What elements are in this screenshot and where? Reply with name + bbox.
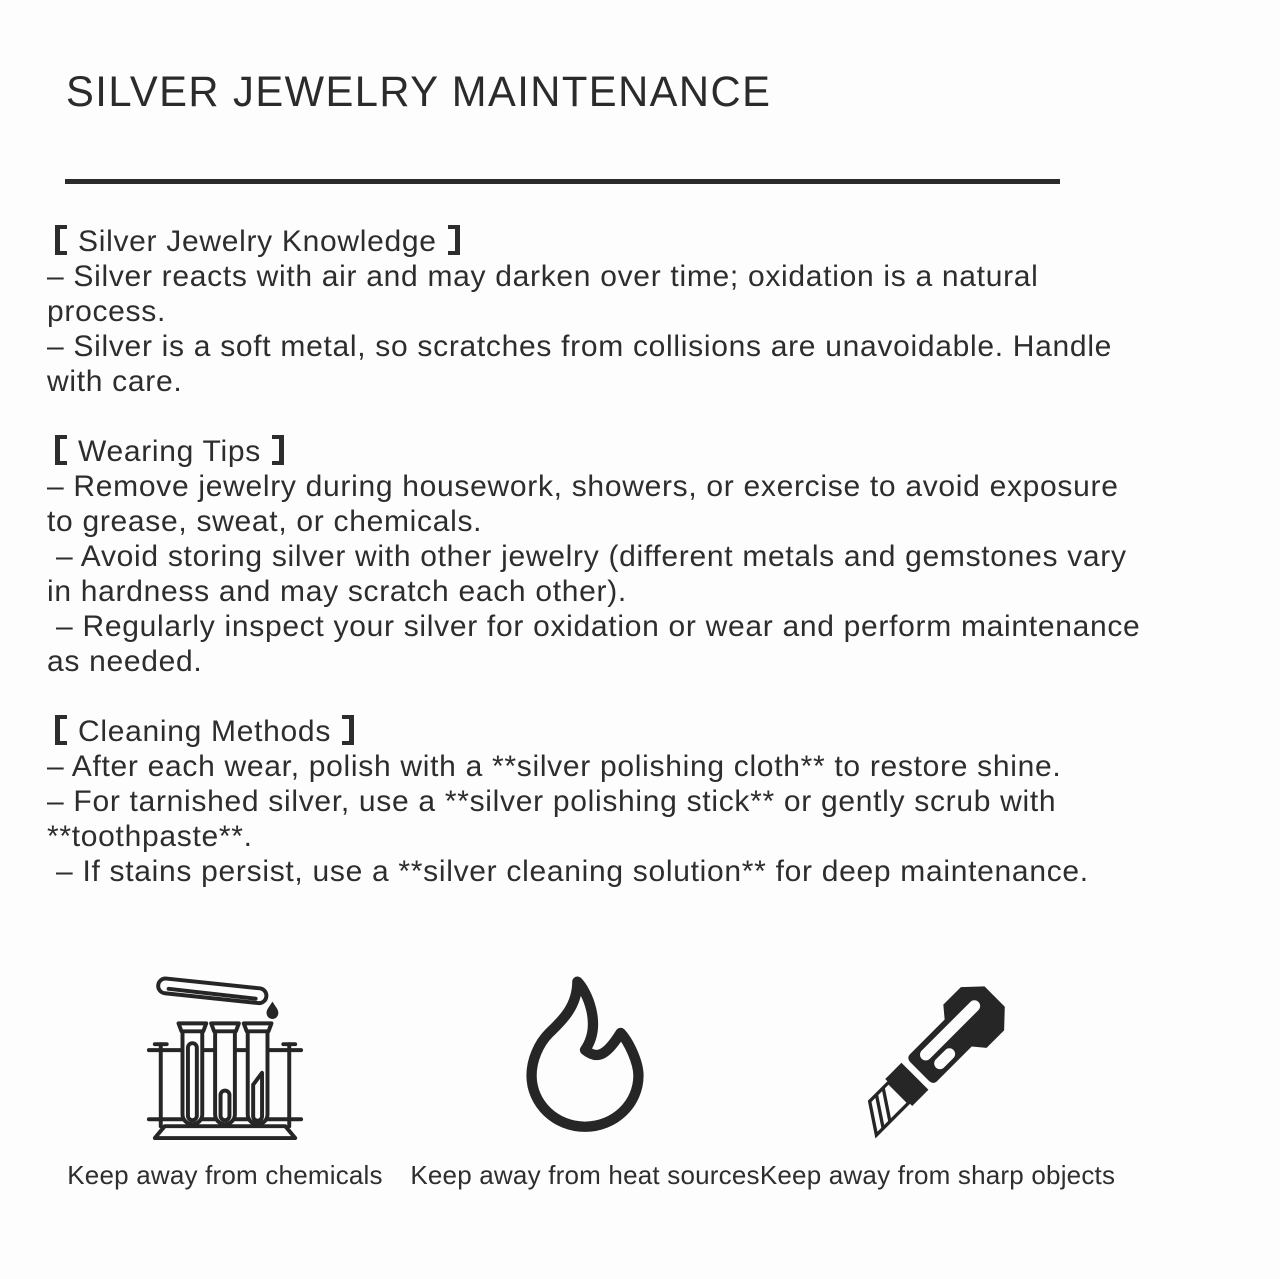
warning-caption: Keep away from heat sources: [410, 1160, 760, 1190]
section-line: – Avoid storing silver with other jewelry (different metals and gemstones vary: [47, 540, 1127, 573]
warning-figure-chemicals: [60, 972, 390, 1191]
right-lenticular-bracket: [448, 225, 460, 255]
test-tubes-icon: [141, 972, 309, 1144]
section-line: as needed.: [47, 645, 203, 678]
warning-caption: Keep away from sharp objects: [759, 1160, 1116, 1190]
section-silver-jewelry-knowledge: [47, 224, 1267, 399]
section-line: – After each wear, polish with a **silver polishing cloth** to restore shine.: [47, 750, 1062, 783]
flame-icon: [500, 972, 670, 1144]
section-heading: [47, 434, 1267, 469]
warning-caption: Keep away from chemicals: [67, 1160, 383, 1190]
section-line: to grease, sweat, or chemicals.: [47, 505, 483, 538]
warning-figure-heat: [410, 972, 760, 1191]
section-line: – Remove jewelry during housework, showers, or exercise to avoid exposure: [47, 470, 1119, 503]
section-line: with care.: [47, 365, 183, 398]
section-wearing-tips: [47, 434, 1267, 679]
left-lenticular-bracket: [55, 435, 67, 465]
section-heading-label: Wearing Tips: [78, 435, 261, 468]
right-lenticular-bracket: [342, 715, 354, 745]
left-lenticular-bracket: [55, 715, 67, 745]
section-line: – Regularly inspect your silver for oxidation or wear and perform maintenance: [47, 610, 1141, 643]
section-line: – For tarnished silver, use a **silver polishing stick** or gently scrub with: [47, 785, 1057, 818]
section-line: process.: [47, 295, 166, 328]
title-divider: [65, 179, 1060, 184]
section-heading-label: Cleaning Methods: [78, 715, 332, 748]
section-heading: [47, 224, 1267, 259]
instructions-content: [47, 224, 1267, 924]
section-line: – Silver is a soft metal, so scratches from collisions are unavoidable. Handle: [47, 330, 1113, 363]
section-line: in hardness and may scratch each other).: [47, 575, 627, 608]
section-line: – Silver reacts with air and may darken over time; oxidation is a natural: [47, 260, 1039, 293]
page-title: SILVER JEWELRY MAINTENANCE: [66, 68, 772, 116]
left-lenticular-bracket: [55, 225, 67, 255]
section-cleaning-methods: [47, 714, 1267, 889]
section-line: **toothpaste**.: [47, 820, 253, 853]
section-line: – If stains persist, use a **silver cleaning solution** for deep maintenance.: [47, 855, 1089, 888]
warning-figure-sharp: [759, 972, 1116, 1191]
section-heading-label: Silver Jewelry Knowledge: [78, 225, 437, 258]
utility-knife-icon: [857, 972, 1019, 1144]
section-heading: [47, 714, 1267, 749]
right-lenticular-bracket: [272, 435, 284, 465]
